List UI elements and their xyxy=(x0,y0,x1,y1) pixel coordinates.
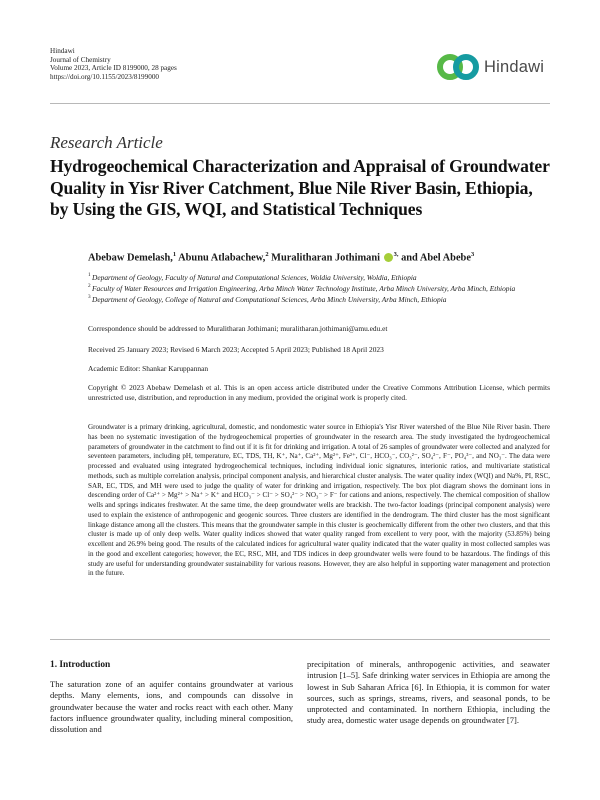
affiliation-item: 2 Faculty of Water Resources and Irrigation Engineering, Arba Minch Water Technology Institute, Arba Minch University, Arba Minch, Ethiopia xyxy=(88,282,516,293)
volume-info: Volume 2023, Article ID 8199000, 28 pages xyxy=(50,64,177,73)
journal-name: Journal of Chemistry xyxy=(50,55,111,64)
journal-metadata xyxy=(50,47,177,81)
author-name[interactable]: Abebaw Demelash, xyxy=(88,252,173,264)
copyright-notice: Copyright © 2023 Abebaw Demelash et al. This is an open access article distributed under the Creative Commons Attribution License, which permits unrestricted use, distribution, and reproduction in any medium, provided the original work is properly cited. xyxy=(88,383,550,402)
abstract: Groundwater is a primary drinking, agricultural, domestic, and nondomestic water source in Ethiopia's Yisr River watershed of the Blue Nile River basin. There has been no systematic investigation of the hydrogeochemical properties of groundwater in the research area. The study investigated the hydrogeochemical parameters of groundwater in the catchment to find out if it is fit for drinking and irrigation. A total of 26 samples of groundwater were collected and analyzed for seventeen parameters, including pH, temperature, EC, TDS, TH, K⁺, Na⁺, Ca²⁺, Mg²⁺, Fe²⁺, Cl⁻, HCO₃⁻, CO₃²⁻, SO₄²⁻, F⁻, PO₄³⁻, and NO₃⁻. The data were processed and evaluated using integrated hydrogeochemical techniques, including individual ionic signatures, interionic ratios, and multivariate statistical methods, such as multiple correlation analysis, principal component analysis, and hierarchical cluster analysis. The water quality index (WQI) and Na%, PI, RSC, SAR, EC, TDS, and MH were used to judge the quality of water for drinking and irrigation, respectively. The box plot diagram shows the dominant ions in descending order of Ca²⁺ > Mg²⁺ > Na⁺ > K⁺ and HCO₃⁻ > Cl⁻ > SO₄²⁻ > NO₃⁻ > F⁻ for cations and anions, respectively. The chemical composition of shallow wells and springs indicates freshwater. At the same time, the deep groundwater wells are brackish. The two-factor loadings (principal component analysis) were used to explain the existence of anthropogenic and geogenic sources. Three clusters are identified in the dendrogram. The third cluster has the most significant linkage distance among all the clusters. This means that the groundwater sample in this cluster is geochemically different from the other two clusters, and that this cluster is made up of only deep wells. Water quality indices showed that water quality ranged from excellent to very poor, with the majority (53.85%) being excellent and 26.9% being good. The results of the calculated indices for agricultural water quality indicated that the water quality in most collected samples was in the good and excellent categories; however, the EC, RSC, MH, and TDS indices in deep groundwater wells were found to be hazardous. The findings of this study are useful for understanding groundwater sustainability for various reasons. However, they are also helpful in supporting water management and protection in the future. xyxy=(88,423,550,578)
author-affil-sup: 2 xyxy=(265,251,269,258)
section-divider xyxy=(50,639,550,640)
logo-wordmark: Hindawi xyxy=(484,57,545,76)
author-name[interactable]: and Abel Abebe xyxy=(398,252,471,264)
author-affil-sup: 3, xyxy=(393,251,399,258)
affiliations xyxy=(88,273,550,304)
author-affil-sup: 1 xyxy=(172,251,177,258)
author-affil-sup: 3 xyxy=(470,251,475,258)
correspondence-note: Correspondence should be addressed to Muralitharan Jothimani; muralitharan.jothimani@amu.edu.et xyxy=(88,324,388,333)
publication-dates: Received 25 January 2023; Revised 6 March 2023; Accepted 5 April 2023; Published 18 April 2023 xyxy=(88,345,384,354)
hindawi-logo-icon xyxy=(436,52,480,82)
article-title: Hydrogeochemical Characterization and Appraisal of Groundwater Quality in Yisr River Catchment, Blue Nile River Basin, Ethiopia, by Using the GIS, WQI, and Statistical Techniques xyxy=(50,156,550,219)
orcid-icon[interactable] xyxy=(384,253,393,262)
publisher-logo[interactable] xyxy=(436,50,556,84)
body-column-left: The saturation zone of an aquifer contains groundwater at various depths. Many elements, ions, and compounds can dissolve in groundwater because the water and rocks react with each other. Many factors influence groundwater quality, including mineral composition, dissolution and xyxy=(50,679,293,735)
affiliation-item: 3 Department of Geology, College of Natural and Computational Sciences, Arba Minch University, Arba Minch, Ethiopia xyxy=(88,293,447,304)
article-type: Research Article xyxy=(50,133,163,152)
section-heading: 1. Introduction xyxy=(50,660,111,670)
publisher-name: Hindawi xyxy=(50,47,75,55)
affiliation-item: 1 Department of Geology, Faculty of Natural and Computational Sciences, Woldia University, Woldia, Ethiopia xyxy=(88,272,417,282)
body-column-right: precipitation of minerals, anthropogenic activities, and seawater intrusion [1–5]. Safe drinking water services in Ethiopia are among the lowest in Sub Saharan Africa [6]. In Ethiopia, it is common for water sources, such as springs, streams, rivers, and seasonal ponds, to be unprotected and contaminated. In northern Ethiopia, including the study area, domestic water usage depends on groundwater [7]. xyxy=(307,659,550,726)
author-name[interactable]: Muralitharan Jothimani xyxy=(268,252,380,264)
academic-editor: Academic Editor: Shankar Karuppannan xyxy=(88,364,209,373)
header-divider xyxy=(50,103,550,104)
doi-link[interactable]: https://doi.org/10.1155/2023/8199000 xyxy=(50,72,160,81)
author-list xyxy=(88,251,474,263)
author-name[interactable]: Abunu Atlabachew, xyxy=(176,252,266,264)
